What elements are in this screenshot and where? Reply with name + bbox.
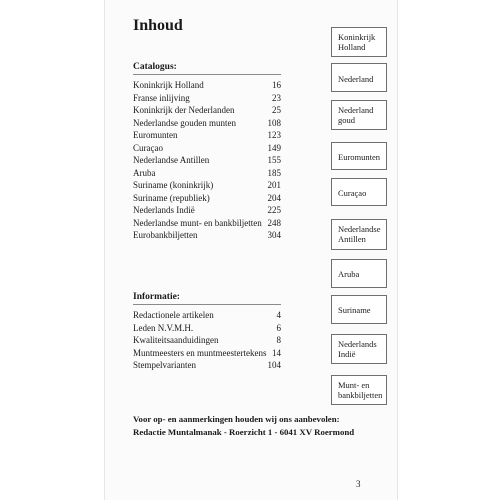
toc-page: 248 — [267, 217, 281, 228]
footer-line-1: Voor op- en aanmerkingen houden wij ons aanbevolen: — [133, 414, 340, 424]
toc-page: 185 — [267, 167, 281, 178]
tab-nederland-goud[interactable]: Nederland goud — [331, 100, 387, 130]
catalogus-rule — [133, 74, 281, 75]
toc-page: 204 — [267, 192, 281, 203]
toc-row[interactable] — [133, 192, 281, 205]
toc-row[interactable] — [133, 104, 281, 117]
tab-curacao[interactable]: Curaçao — [331, 178, 387, 206]
tab-euromunten[interactable]: Euromunten — [331, 142, 387, 170]
toc-label: Curaçao — [133, 142, 163, 153]
toc-page: 108 — [267, 117, 281, 128]
tab-nederlandse-antillen[interactable]: Nederlandse Antillen — [331, 219, 387, 250]
toc-row[interactable] — [133, 154, 281, 167]
toc-label: Stempelvarianten — [133, 360, 196, 370]
informatie-list — [133, 309, 281, 372]
toc-label: Nederlandse gouden munten — [133, 117, 236, 128]
toc-row[interactable] — [133, 359, 281, 372]
toc-page: 8 — [276, 335, 281, 345]
toc-label: Koninkrijk der Nederlanden — [133, 105, 235, 115]
toc-label: Nederlandse munt- en bankbiljetten — [133, 217, 262, 228]
toc-label: Eurobankbiljetten — [133, 230, 198, 240]
toc-label: Euromunten — [133, 130, 178, 140]
toc-row[interactable] — [133, 334, 281, 347]
toc-label: Muntmeesters en muntmeestertekens — [133, 347, 267, 358]
toc-row[interactable] — [133, 347, 281, 360]
toc-label: Suriname (republiek) — [133, 192, 210, 203]
toc-page: 6 — [276, 322, 281, 333]
catalogus-list — [133, 79, 281, 242]
toc-page: 201 — [267, 180, 281, 190]
toc-row[interactable] — [133, 204, 281, 217]
toc-page: 14 — [272, 347, 281, 358]
toc-row[interactable] — [133, 217, 281, 230]
toc-row[interactable] — [133, 229, 281, 242]
toc-row[interactable] — [133, 92, 281, 105]
page-title: Inhoud — [133, 17, 183, 34]
catalogus-heading: Catalogus: — [133, 62, 177, 72]
toc-row[interactable] — [133, 167, 281, 180]
toc-row[interactable] — [133, 309, 281, 322]
toc-label: Aruba — [133, 167, 156, 178]
toc-page: 16 — [272, 80, 281, 90]
toc-row[interactable] — [133, 129, 281, 142]
toc-row[interactable] — [133, 179, 281, 192]
toc-page: 304 — [267, 230, 281, 240]
toc-row[interactable] — [133, 322, 281, 335]
tab-nederlands-indie[interactable]: Nederlands Indië — [331, 334, 387, 364]
toc-row[interactable] — [133, 117, 281, 130]
tab-suriname[interactable]: Suriname — [331, 295, 387, 324]
tab-munt-en-bankbiljetten[interactable]: Munt- en bankbiljetten — [331, 375, 387, 405]
tab-koninkrijk-holland[interactable]: Koninkrijk Holland — [331, 27, 387, 57]
toc-label: Suriname (koninkrijk) — [133, 180, 214, 190]
toc-label: Leden N.V.M.H. — [133, 322, 194, 333]
footer-address: Redactie Muntalmanak - Roerzicht 1 - 6041 XV Roermond — [133, 427, 355, 437]
toc-row[interactable] — [133, 142, 281, 155]
toc-page: 225 — [267, 205, 281, 215]
tab-nederland[interactable]: Nederland — [331, 63, 387, 92]
toc-page: 104 — [267, 360, 281, 370]
toc-page: 149 — [267, 142, 281, 153]
toc-label: Koninkrijk Holland — [133, 80, 204, 90]
informatie-heading: Informatie: — [133, 292, 180, 302]
toc-label: Redactionele artikelen — [133, 310, 214, 320]
tab-aruba[interactable]: Aruba — [331, 259, 387, 288]
toc-label: Kwaliteitsaanduidingen — [133, 335, 219, 345]
toc-label: Nederlandse Antillen — [133, 155, 210, 165]
toc-page: 155 — [267, 155, 281, 165]
toc-row[interactable] — [133, 79, 281, 92]
toc-page: 23 — [272, 92, 281, 103]
informatie-rule — [133, 304, 281, 305]
toc-page: 25 — [272, 105, 281, 115]
toc-page: 123 — [267, 130, 281, 140]
toc-label: Franse inlijving — [133, 92, 190, 103]
page-number: 3 — [356, 479, 361, 489]
toc-page: 4 — [276, 310, 281, 320]
toc-label: Nederlands Indië — [133, 205, 195, 215]
